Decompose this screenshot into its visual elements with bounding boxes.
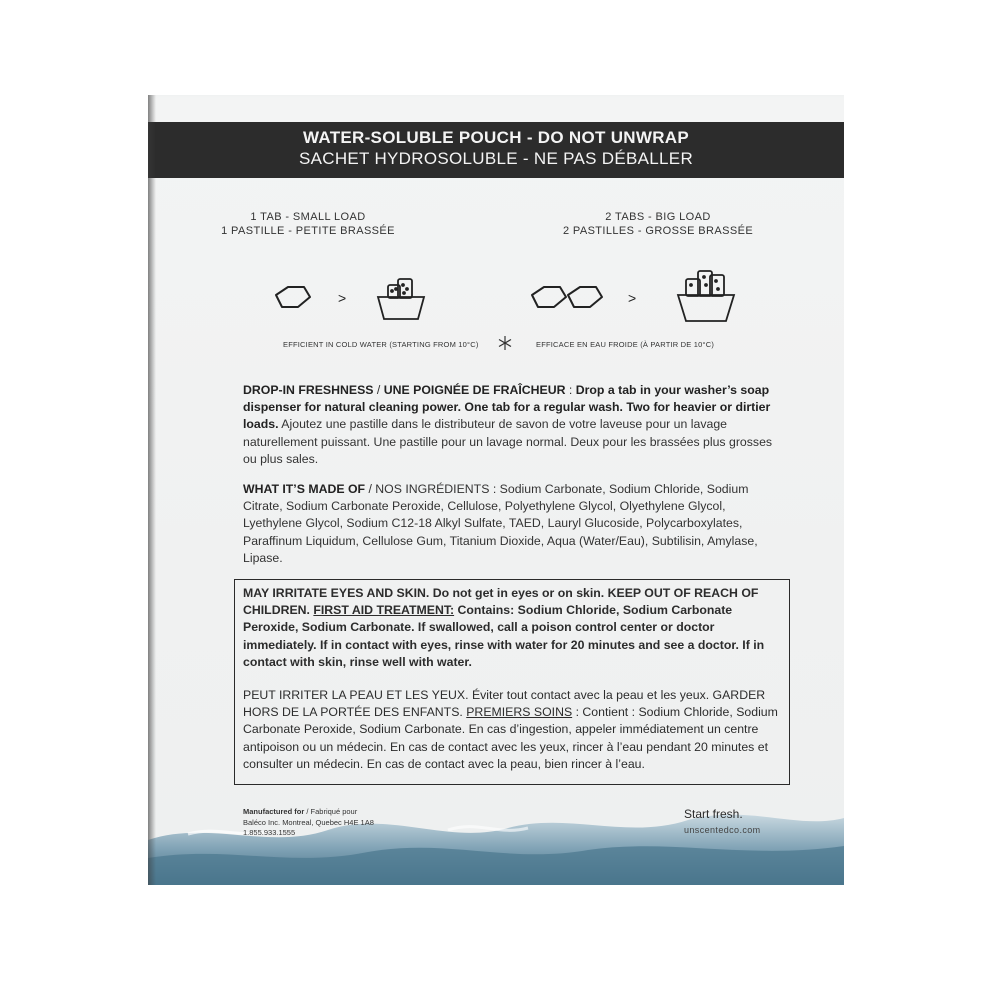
freshness-colon: :	[565, 383, 576, 397]
warning-band	[148, 122, 844, 178]
small-load-illustration	[258, 265, 458, 335]
ingredients-heading-fr: NOS INGRÉDIENTS	[375, 482, 490, 496]
mfg-phone: 1.855.933.1555	[243, 828, 296, 837]
freshness-paragraph	[243, 382, 783, 468]
mfg-lead-sep: /	[304, 807, 311, 816]
band-line-fr: SACHET HYDROSOLUBLE - NE PAS DÉBALLER	[298, 149, 694, 168]
small-load-fr: 1 PASTILLE - PETITE BRASSÉE	[221, 225, 395, 237]
warning-box	[234, 579, 790, 785]
freshness-heading-sep: /	[373, 383, 384, 397]
brand-tagline: Start fresh.	[684, 807, 743, 821]
arrow-icon: >	[628, 290, 637, 306]
warning-en-a: MAY IRRITATE EYES AND SKIN. Do not get in eyes or on skin. KEEP OUT OF REACH OF CHILDREN.	[243, 586, 759, 618]
mfg-lead-en: Manufactured for	[243, 807, 305, 816]
brand-url: unscentedco.com	[684, 825, 761, 835]
warning-fr	[243, 687, 781, 773]
snowflake-icon	[497, 335, 513, 351]
ingredients-paragraph	[243, 481, 783, 567]
big-load-en: 2 TABS - BIG LOAD	[605, 211, 711, 223]
small-load-en: 1 TAB - SMALL LOAD	[250, 211, 366, 223]
band-line-en: WATER-SOLUBLE POUCH - DO NOT UNWRAP	[302, 128, 690, 147]
mfg-address: Baléco Inc. Montreal, Quebec H4E 1A8	[243, 817, 374, 827]
ingredients-heading-en: WHAT IT’S MADE OF	[243, 482, 366, 496]
cold-water-en: EFFICIENT IN COLD WATER (STARTING FROM 10°C)	[283, 340, 479, 349]
freshness-body-en: Drop a tab in your washer’s soap dispenser for natural cleaning power. One tab for a regular wash. Two for heavier or dirtier loads.	[243, 383, 771, 432]
warning-en-b: Contains: Sodium Chloride, Sodium Carbonate Peroxide, Sodium Carbonate. If swallowed, call a poison control center or doctor immediately. If in contact with eyes, rinse with water for 20 minutes and see a doctor. If in contact with skin, rinse well with water.	[243, 603, 765, 669]
mfg-lead-fr: Fabriqué pour	[310, 807, 358, 816]
freshness-heading-en: DROP-IN FRESHNESS	[243, 383, 374, 397]
ingredients-heading-sep: /	[365, 482, 376, 496]
freshness-body-fr: Ajoutez une pastille dans le distributeur de savon de votre laveuse pour un lavage naturellement puissant. Une pastille pour un lavage normal. Deux pour les brassées plus grosses ou plus sales.	[243, 417, 773, 466]
big-load-fr: 2 PASTILLES - GROSSE BRASSÉE	[562, 225, 754, 237]
tab-icon	[532, 287, 602, 307]
cold-water-fr: EFFICACE EN EAU FROIDE (À PARTIR DE 10°C)	[536, 340, 715, 349]
warning-fr-b: : Contient : Sodium Chloride, Sodium Carbonate Peroxide, Sodium Carbonate. En cas d’ingestion, appeler immédiatement un centre antipoison ou un médecin. En cas de contact avec les yeux, rincer à l’eau pendant 20 minutes et consulter un médecin. En cas de contact avec la peau, bien rincer à l’eau.	[243, 705, 778, 771]
freshness-heading-fr: UNE POIGNÉE DE FRAÎCHEUR	[383, 383, 566, 397]
big-load-label	[533, 210, 783, 238]
ingredients-list: Sodium Carbonate, Sodium Chloride, Sodium Citrate, Sodium Carbonate Peroxide, Cellulose, Polyethylene Glycol, Olyethylene Glycol, Lyethylene Glycol, Sodium C12-18 Alkyl Sulfate, TAED, Lauryl Glucoside, Polycarboxylates, Paraffinum Liquidum, Cellulose Gum, Titanium Dioxide, Aqua (Water/Eau), Subtilisin, Amylase, Lipase.	[243, 482, 758, 565]
laundry-basket-icon	[678, 271, 734, 321]
tab-icon	[276, 287, 310, 307]
brand-block	[684, 807, 761, 835]
warning-en	[243, 585, 781, 671]
big-load-illustration	[528, 265, 748, 335]
warning-fr-a: PEUT IRRITER LA PEAU ET LES YEUX. Éviter tout contact avec la peau et les yeux. GARDER HORS DE LA PORTÉE DES ENFANTS.	[243, 688, 766, 720]
manufacturer-info	[243, 807, 374, 839]
warning-en-first-aid: FIRST AID TREATMENT:	[313, 603, 455, 618]
laundry-basket-icon	[378, 279, 424, 319]
product-box-back	[148, 95, 844, 885]
warning-fr-first-aid: PREMIERS SOINS	[466, 705, 573, 720]
ingredients-colon: :	[489, 482, 500, 496]
arrow-icon: >	[338, 290, 347, 306]
small-load-label	[183, 210, 433, 238]
